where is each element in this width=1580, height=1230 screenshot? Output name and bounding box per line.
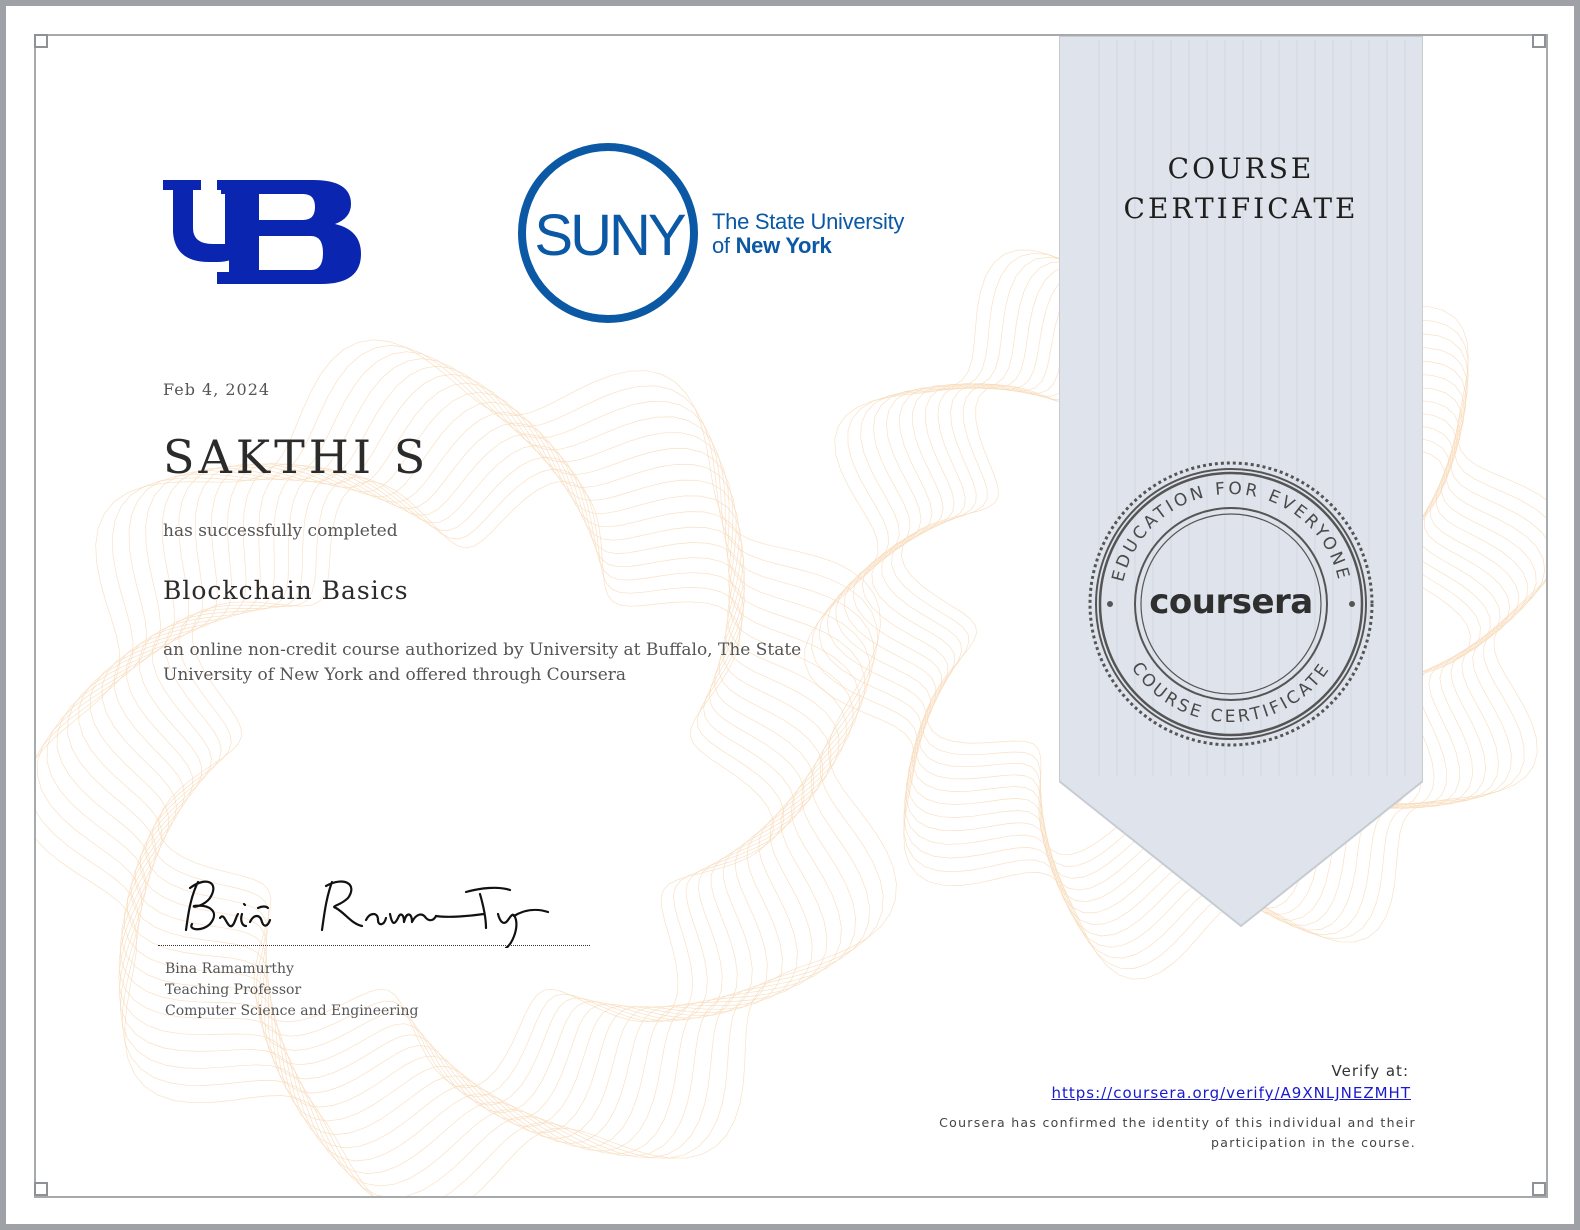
ribbon-title-line1: COURSE — [1167, 152, 1315, 185]
ribbon-title-line2: CERTIFICATE — [1123, 192, 1359, 225]
suny-name-line1: The State University — [712, 209, 905, 234]
suny-name-line2 — [712, 233, 831, 259]
suny-name-line2-bold: New York — [735, 233, 832, 258]
verify-url-link[interactable]: https://coursera.org/verify/A9XNLJNEZMHT — [1051, 1084, 1411, 1102]
signer-title: Teaching Professor — [165, 982, 302, 998]
verify-label: Verify at: — [1331, 1062, 1409, 1080]
completed-text: has successfully completed — [163, 521, 398, 541]
coursera-seal — [1087, 460, 1375, 748]
signature-line — [158, 945, 590, 946]
course-description: an online non-credit course authorized by University at Buffalo, The State University of New York and offered through Coursera — [163, 640, 802, 685]
signer-department: Computer Science and Engineering — [165, 1003, 419, 1019]
seal-brand-text: coursera — [1149, 582, 1313, 622]
identity-confirmation-text: Coursera has confirmed the identity of this individual and their participation in the course. — [939, 1115, 1416, 1150]
seal-top-arc-text: EDUCATION FOR EVERYONE — [1108, 478, 1354, 584]
signer-name: Bina Ramamurthy — [165, 961, 294, 977]
seal-bottom-arc-text: COURSE CERTIFICATE — [1127, 658, 1335, 728]
issue-date: Feb 4, 2024 — [163, 380, 271, 399]
suny-name-line2-prefix: of — [712, 233, 736, 258]
suny-mark-text: SUNY — [534, 203, 684, 268]
svg-text:SUNY — [534, 203, 685, 268]
signature-image — [180, 868, 580, 948]
ub-logo — [163, 180, 367, 284]
course-name: Blockchain Basics — [163, 576, 409, 605]
recipient-name: SAKTHI S — [163, 430, 430, 484]
